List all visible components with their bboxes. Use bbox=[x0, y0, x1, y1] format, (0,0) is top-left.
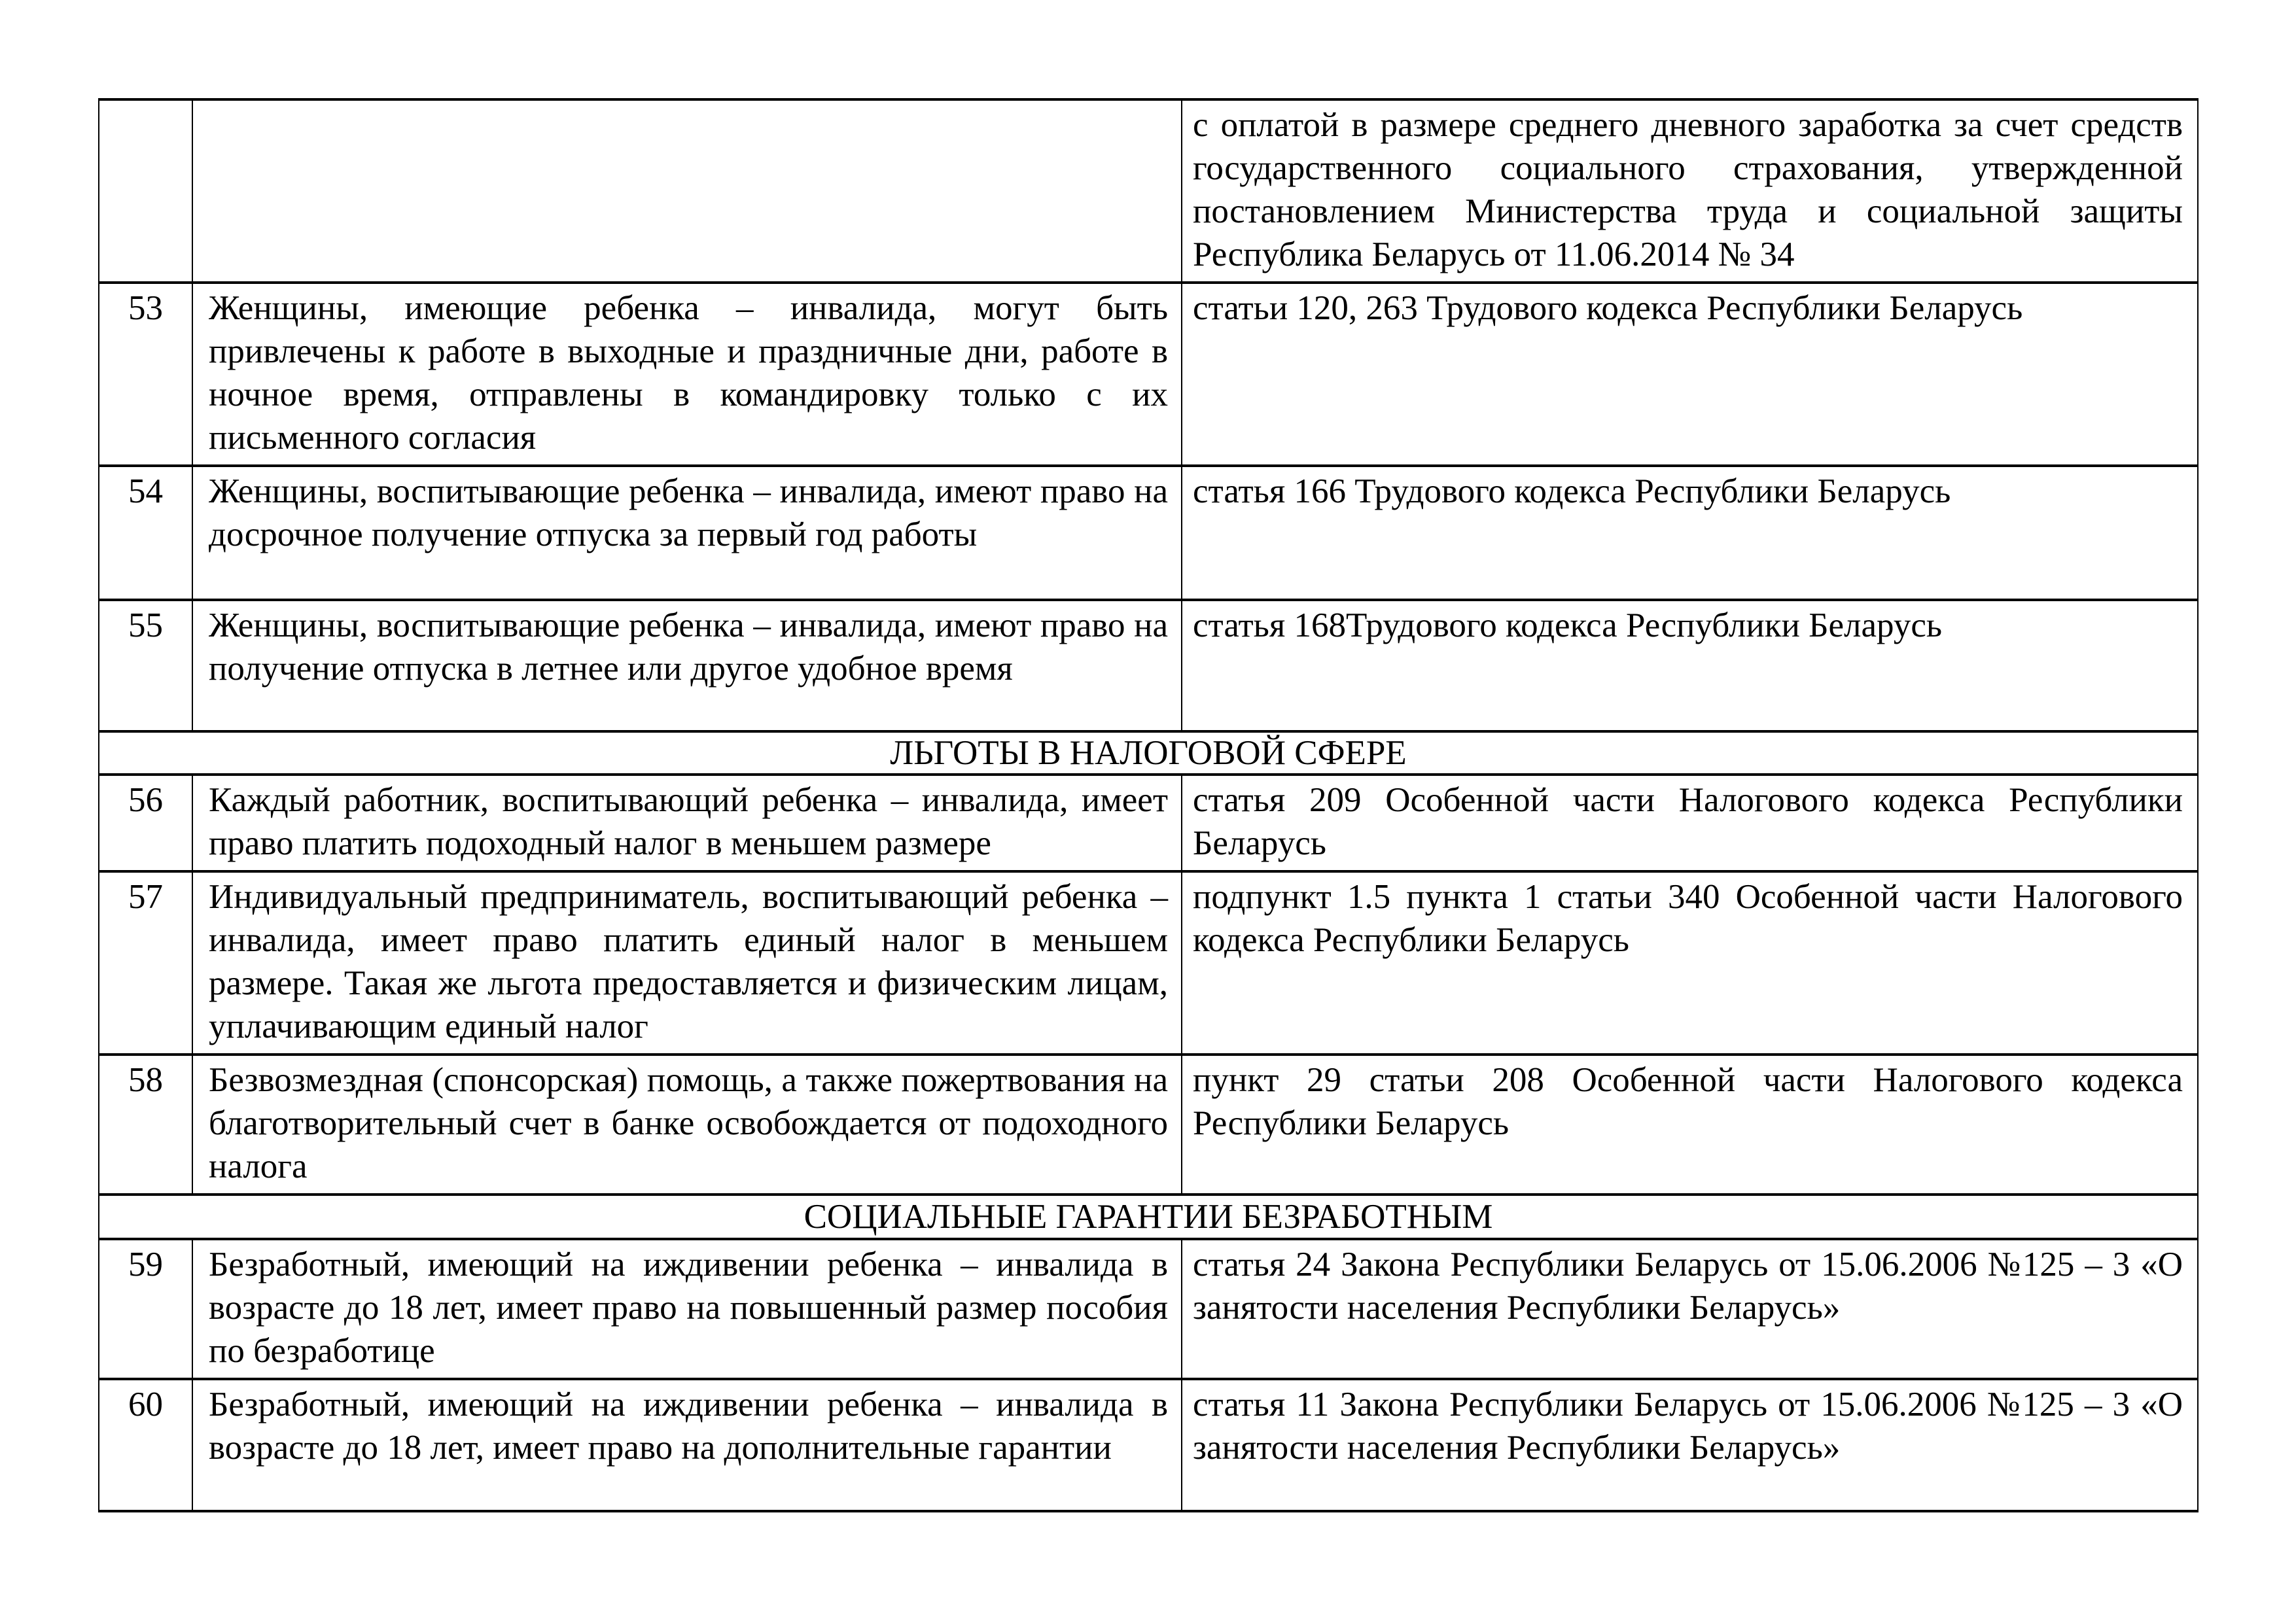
legal-reference-cell: статья 24 Закона Республики Беларусь от 15.06.2006 №125 – 3 «О занятости населения Республики Беларусь» bbox=[1182, 1239, 2198, 1379]
table-row bbox=[99, 99, 2198, 283]
section-title: ЛЬГОТЫ В НАЛОГОВОЙ СФЕРЕ bbox=[99, 731, 2198, 775]
legal-reference-cell: статьи 120, 263 Трудового кодекса Республики Беларусь bbox=[1182, 283, 2198, 466]
benefit-text-cell: Женщины, имеющие ребенка – инвалида, могут быть привлечены к работе в выходные и праздничные дни, работе в ночное время, отправлены в командировку только с их письменного согласия bbox=[192, 283, 1182, 466]
legal-reference-cell: статья 168Трудового кодекса Республики Беларусь bbox=[1182, 600, 2198, 731]
row-number-cell: 57 bbox=[99, 871, 192, 1055]
legal-reference-cell: статья 166 Трудового кодекса Республики Беларусь bbox=[1182, 466, 2198, 600]
legal-reference-cell: статья 11 Закона Республики Беларусь от 15.06.2006 №125 – 3 «О занятости населения Республики Беларусь» bbox=[1182, 1379, 2198, 1511]
benefit-text-cell: Безвозмездная (спонсорская) помощь, а также пожертвования на благотворительный счет в банке освобождается от подоходного налога bbox=[192, 1055, 1182, 1195]
section-title: СОЦИАЛЬНЫЕ ГАРАНТИИ БЕЗРАБОТНЫМ bbox=[99, 1195, 2198, 1239]
row-number-cell: 60 bbox=[99, 1379, 192, 1511]
benefit-text-cell: Безработный, имеющий на иждивении ребенка – инвалида в возрасте до 18 лет, имеет право на дополнительные гарантии bbox=[192, 1379, 1182, 1511]
row-number-cell: 58 bbox=[99, 1055, 192, 1195]
benefit-text-cell: Женщины, воспитывающие ребенка – инвалида, имеют право на досрочное получение отпуска за первый год работы bbox=[192, 466, 1182, 600]
row-number-cell: 53 bbox=[99, 283, 192, 466]
section-header-row bbox=[99, 1195, 2198, 1239]
row-number-cell: 59 bbox=[99, 1239, 192, 1379]
legal-reference-cell: пункт 29 статьи 208 Особенной части Налогового кодекса Республики Беларусь bbox=[1182, 1055, 2198, 1195]
benefits-table bbox=[98, 98, 2199, 1512]
table-row bbox=[99, 1239, 2198, 1379]
legal-reference-cell: подпункт 1.5 пункта 1 статьи 340 Особенной части Налогового кодекса Республики Беларусь bbox=[1182, 871, 2198, 1055]
row-number-cell: 56 bbox=[99, 775, 192, 871]
table-row bbox=[99, 600, 2198, 731]
legal-reference-cell: статья 209 Особенной части Налогового кодекса Республики Беларусь bbox=[1182, 775, 2198, 871]
table-row bbox=[99, 1055, 2198, 1195]
benefit-text-cell: Каждый работник, воспитывающий ребенка – инвалида, имеет право платить подоходный налог в меньшем размере bbox=[192, 775, 1182, 871]
table-row bbox=[99, 871, 2198, 1055]
table-row bbox=[99, 283, 2198, 466]
section-header-row bbox=[99, 731, 2198, 775]
legal-reference-cell: с оплатой в размере среднего дневного заработка за счет средств государственного социального страхования, утвержденной постановлением Министерства труда и социальной защиты Республика Беларусь от 11.06.2014 № 34 bbox=[1182, 99, 2198, 283]
table-row bbox=[99, 775, 2198, 871]
row-number-cell: 55 bbox=[99, 600, 192, 731]
row-number-cell: 54 bbox=[99, 466, 192, 600]
table-row bbox=[99, 1379, 2198, 1511]
benefit-text-cell: Женщины, воспитывающие ребенка – инвалида, имеют право на получение отпуска в летнее или другое удобное время bbox=[192, 600, 1182, 731]
table-row bbox=[99, 466, 2198, 600]
benefit-text-cell: Безработный, имеющий на иждивении ребенка – инвалида в возрасте до 18 лет, имеет право на повышенный размер пособия по безработице bbox=[192, 1239, 1182, 1379]
benefit-text-cell bbox=[192, 99, 1182, 283]
row-number-cell bbox=[99, 99, 192, 283]
benefit-text-cell: Индивидуальный предприниматель, воспитывающий ребенка – инвалида, имеет право платить единый налог в меньшем размере. Такая же льгота предоставляется и физическим лицам, уплачивающим единый налог bbox=[192, 871, 1182, 1055]
